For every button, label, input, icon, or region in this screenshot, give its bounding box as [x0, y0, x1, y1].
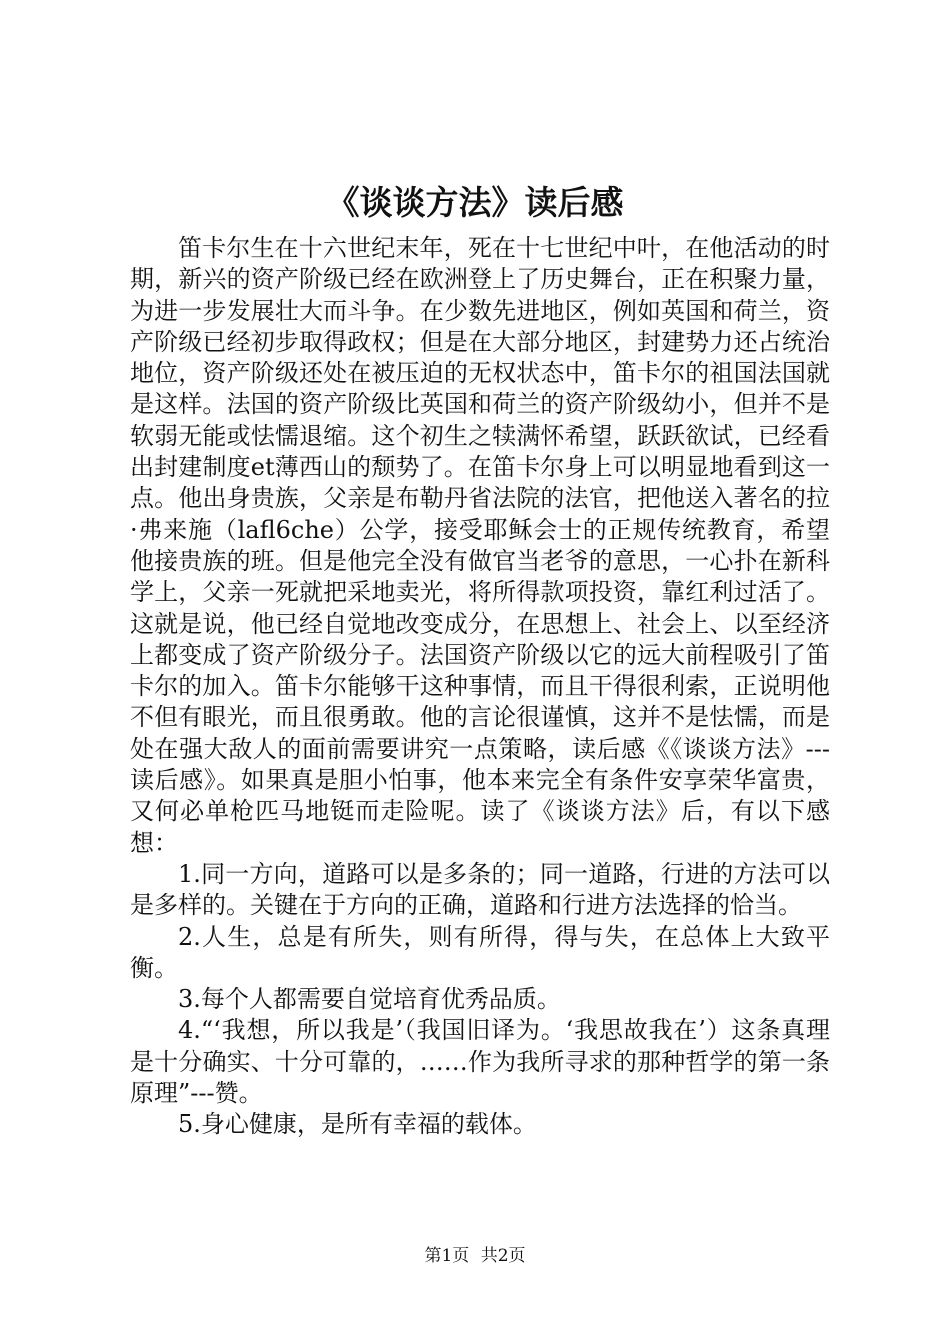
- document-body: [130, 233, 830, 1141]
- paragraph-point-1: 1.同一方向，道路可以是多条的；同一道路，行进的方法可以是多样的。关键在于方向的正确，道路和行进方法选择的恰当。: [130, 859, 830, 920]
- paragraph-intro: 笛卡尔生在十六世纪末年，死在十七世纪中叶，在他活动的时期，新兴的资产阶级已经在欧洲登上了历史舞台，正在积聚力量，为进一步发展壮大而斗争。在少数先进地区，例如英国和荷兰，资产阶级已经初步取得政权；但是在大部分地区，封建势力还占统治地位，资产阶级还处在被压迫的无权状态中，笛卡尔的祖国法国就是这样。法国的资产阶级比英国和荷兰的资产阶级幼小，但并不是软弱无能或怯懦退缩。这个初生之犊满怀希望，跃跃欲试，已经看出封建制度et薄西山的颓势了。在笛卡尔身上可以明显地看到这一点。他出身贵族，父亲是布勒丹省法院的法官，把他送入著名的拉·弗来施（lafl6che）公学，接受耶稣会士的正规传统教育，希望他接贵族的班。但是他完全没有做官当老爷的意思，一心扑在新科学上，父亲一死就把采地卖光，将所得款项投资，靠红利过活了。这就是说，他已经自觉地改变成分，在思想上、社会上、以至经济上都变成了资产阶级分子。法国资产阶级以它的远大前程吸引了笛卡尔的加入。笛卡尔能够干这种事情，而且干得很利索，正说明他不但有眼光，而且很勇敢。他的言论很谨慎，这并不是怯懦，而是处在强大敌人的面前需要讲究一点策略，读后感《《谈谈方法》---读后感》。如果真是胆小怕事，他本来完全有条件安享荣华富贵，又何必单枪匹马地铤而走险呢。读了《谈谈方法》后，有以下感想：: [130, 234, 830, 857]
- paragraph-point-5: 5.身心健康，是所有幸福的载体。: [178, 1110, 537, 1139]
- page-total: 共2页: [480, 1246, 526, 1266]
- paragraph-point-3: 3.每个人都需要自觉培育优秀品质。: [178, 985, 561, 1014]
- document-title: 《谈谈方法》读后感: [326, 183, 624, 222]
- page-footer: [0, 1244, 950, 1268]
- paragraph-point-2: 2.人生，总是有所失，则有所得，得与失，在总体上大致平衡。: [130, 922, 830, 982]
- paragraph-point-4: 4.“‘我想，所以我是’（我国旧译为。‘我思故我在’）这条真理是十分确实、十分可靠的，……作为我所寻求的那种哲学的第一条原理”---赞。: [130, 1016, 830, 1108]
- page-number: 第1页: [424, 1246, 470, 1266]
